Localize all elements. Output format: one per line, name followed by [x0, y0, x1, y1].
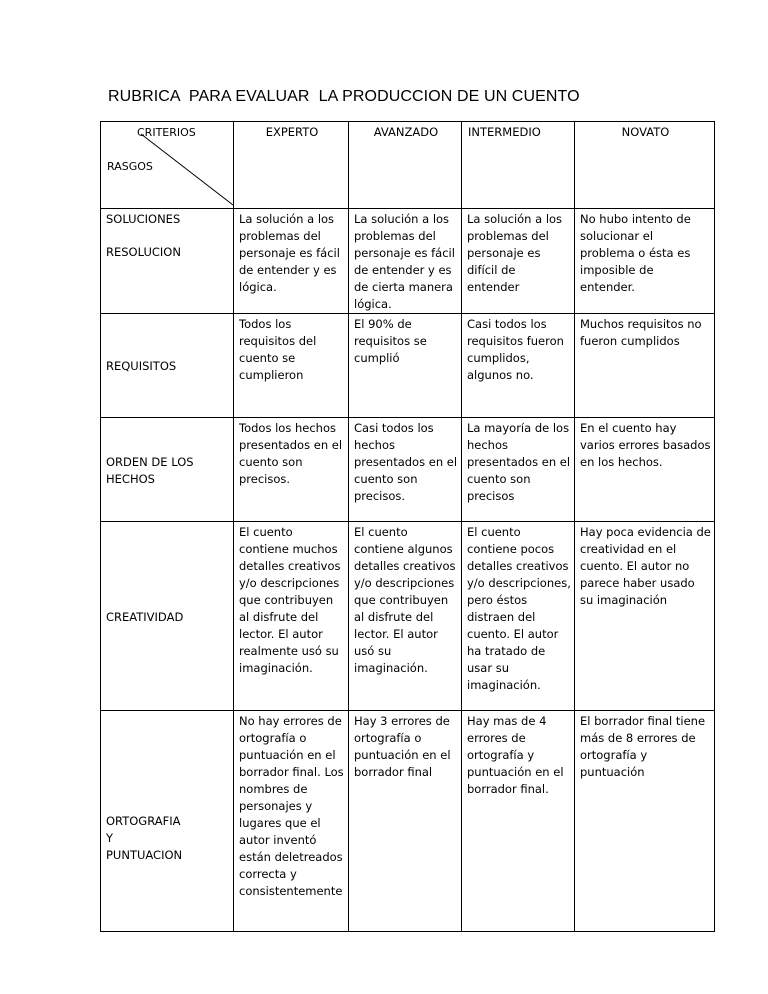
trait-cell-soluciones: [101, 209, 234, 314]
trait-line: Y: [106, 830, 114, 845]
rubric-cell: El borrador final tiene más de 8 errores de ortografía y puntuación: [575, 711, 715, 932]
trait-cell-ortografia: [101, 711, 234, 932]
level-header-intermedio: INTERMEDIO: [462, 122, 575, 209]
rubric-cell: La solución a los problemas del personaje es fácil de entender y es lógica.: [234, 209, 349, 314]
trait-line: REQUISITOS: [106, 359, 177, 373]
trait-line: CREATIVIDAD: [106, 609, 184, 624]
trait-line: PUNTUACION: [106, 847, 183, 862]
rubric-cell: En el cuento hay varios errores basados en los hechos.: [575, 418, 715, 522]
trait-cell-orden: [101, 418, 234, 522]
rubric-cell: Muchos requisitos no fueron cumplidos: [575, 314, 715, 418]
trait-cell-creatividad: [101, 522, 234, 711]
trait-line: SOLUCIONES: [106, 212, 181, 226]
rubric-cell: El cuento contiene algunos detalles creativos y/o descripciones que contribuyen al disfrute del lector. El autor usó su imaginación.: [349, 522, 462, 711]
trait-line: ORDEN DE LOS: [106, 454, 194, 469]
rubric-cell: Casi todos los requisitos fueron cumplidos, algunos no.: [462, 314, 575, 418]
rubric-cell: El cuento contiene pocos detalles creativos y/o descripciones, pero éstos distraen del cuento. El autor ha tratado de usar su imaginación.: [462, 522, 575, 711]
document-title: RUBRICA PARA EVALUAR LA PRODUCCION DE UN CUENTO: [108, 88, 580, 105]
rubric-cell: La solución a los problemas del personaje es fácil de entender y es de cierta manera lógica.: [349, 209, 462, 314]
rubric-cell: Todos los hechos presentados en el cuento son precisos.: [234, 418, 349, 522]
header-row: [101, 122, 715, 209]
rasgos-label: RASGOS: [107, 160, 153, 173]
line-gap: [106, 228, 230, 244]
trait-line: ORTOGRAFIA: [106, 813, 181, 828]
table-row: [101, 418, 715, 522]
criterios-label: CRITERIOS: [137, 126, 196, 139]
rubric-cell: El 90% de requisitos se cumplió: [349, 314, 462, 418]
rubric-cell: Casi todos los hechos presentados en el cuento son precisos.: [349, 418, 462, 522]
table-row: [101, 209, 715, 314]
table-row: [101, 314, 715, 418]
trait-line: RESOLUCION: [106, 245, 181, 259]
rubric-cell: Hay 3 errores de ortografía o puntuación en el borrador final: [349, 711, 462, 932]
rubric-cell: El cuento contiene muchos detalles creativos y/o descripciones que contribuyen al disfrute del lector. El autor realmente usó su imaginación.: [234, 522, 349, 711]
rubric-cell: Hay poca evidencia de creatividad en el cuento. El autor no parece haber usado su imaginación: [575, 522, 715, 711]
corner-cell: [101, 122, 234, 209]
rubric-cell: Hay mas de 4 errores de ortografía y puntuación en el borrador final.: [462, 711, 575, 932]
rubric-table: [100, 121, 715, 932]
table-row: [101, 711, 715, 932]
level-header-novato: NOVATO: [575, 122, 715, 209]
trait-line: HECHOS: [106, 471, 155, 486]
level-header-avanzado: AVANZADO: [349, 122, 462, 209]
rubric-cell: La mayoría de los hechos presentados en el cuento son precisos: [462, 418, 575, 522]
rubric-cell: Todos los requisitos del cuento se cumplieron: [234, 314, 349, 418]
rubric-cell: No hay errores de ortografía o puntuación en el borrador final. Los nombres de personajes y lugares que el autor inventó están deletreados correcta y consistentemente: [234, 711, 349, 932]
rubric-cell: No hubo intento de solucionar el problema o ésta es imposible de entender.: [575, 209, 715, 314]
level-header-experto: EXPERTO: [234, 122, 349, 209]
trait-cell-requisitos: [101, 314, 234, 418]
rubric-cell: La solución a los problemas del personaje es difícil de entender: [462, 209, 575, 314]
table-row: [101, 522, 715, 711]
